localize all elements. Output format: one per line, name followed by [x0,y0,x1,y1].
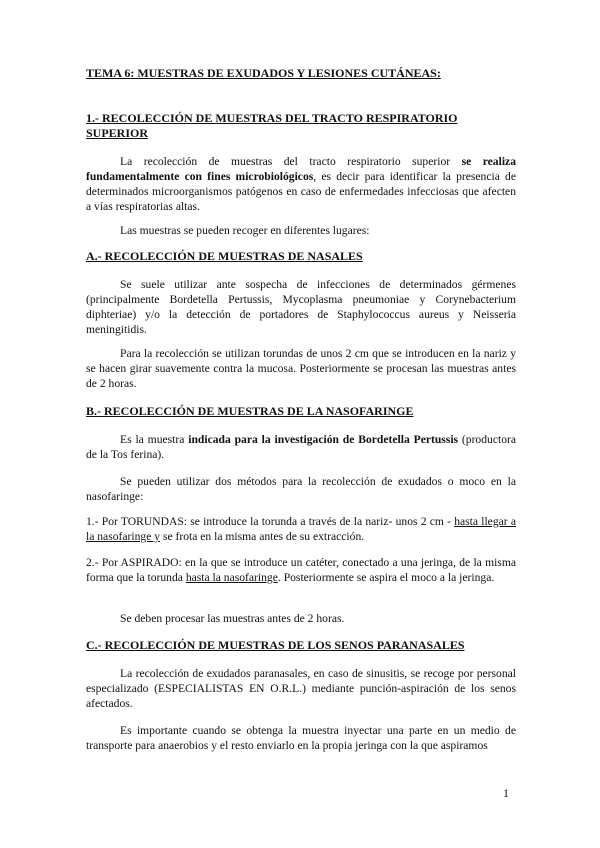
section-1-paragraph-1 [86,154,516,214]
page-number: 1 [503,786,509,800]
m1-text-c: se frota en la misma antes de su extracción. [160,530,365,543]
m2-text-c: . Posteriormente se aspira el moco a la jeringa. [277,571,495,584]
section-b-paragraph-3: Se deben procesar las muestras antes de 2 horas. [120,612,345,625]
s1-p1-bold: se realiza fundamentalmente con fines microbiológicos [86,155,516,183]
method-torundas [86,514,516,544]
section-b-heading: B.- RECOLECCIÓN DE MUESTRAS DE LA NASOFARINGE [86,404,414,418]
section-a-heading: A.- RECOLECCIÓN DE MUESTRAS DE NASALES [86,249,363,263]
section-c-paragraph-1: La recolección de exudados paranasales, en caso de sinusitis, se recoge por personal especializado (ESPECIALISTAS EN O.R.L.) mediante punción-aspiración de los senos afectados. [86,667,516,710]
m2-underlined: hasta la nasofaringe [185,571,278,584]
m1-underlined: hasta llegar a la nasofaringe y [86,515,516,543]
section-b-paragraph-2: Se pueden utilizar dos métodos para la recolección de exudados o moco en la nasofaringe: [86,475,516,503]
method-aspirado [86,555,516,585]
section-1-heading: 1.- RECOLECCIÓN DE MUESTRAS DEL TRACTO RESPIRATORIO SUPERIOR [86,111,458,140]
section-c-heading: C.- RECOLECCIÓN DE MUESTRAS DE LOS SENOS PARANASALES [86,638,465,652]
section-a-paragraph-2: Para la recolección se utilizan torundas de unos 2 cm que se introducen en la nariz y se hacen girar suavemente contra la mucosa. Posteriormente se procesan las muestras antes de 2 horas. [86,347,516,390]
sb-p1-text-a: Es la muestra [120,433,189,446]
sb-p1-text-c: (productora de la Tos ferina). [86,433,516,461]
document-title: TEMA 6: MUESTRAS DE EXUDADOS Y LESIONES CUTÁNEAS: [86,66,441,80]
section-b-paragraph-1 [86,432,516,462]
sb-p1-bold: indicada para la investigación de Bordetella Pertussis [188,433,459,446]
m1-text-a: 1.- Por TORUNDAS: se introduce la torunda a través de la nariz- unos 2 cm - [86,515,455,528]
s1-p1-text-c: , es decir para identificar la presencia de determinados microorganismos patógenos en caso de enfermedades infecciosas que afecten a vías respiratorias altas. [86,170,516,213]
s1-p1-text-a: La recolección de muestras del tracto respiratorio superior [120,155,462,168]
section-c-paragraph-2: Es importante cuando se obtenga la muestra inyectar una parte en un medio de transporte para anaerobios y el resto enviarlo en la propia jeringa con la que aspiramos [86,724,516,752]
section-a-paragraph-1: Se suele utilizar ante sospecha de infecciones de determinados gérmenes (principalmente Bordetella Pertussis, Mycoplasma pneumoniae y Corynebacterium diphteriae) y/o la detección de portadores de Staphylococcus aureus y Neisseria meningitidis. [86,278,516,336]
m2-text-a: 2.- Por ASPIRADO: en la que se introduce un catéter, conectado a una jeringa, de la misma forma que la torunda [86,556,516,584]
section-1-paragraph-2: Las muestras se pueden recoger en diferentes lugares: [120,224,370,237]
